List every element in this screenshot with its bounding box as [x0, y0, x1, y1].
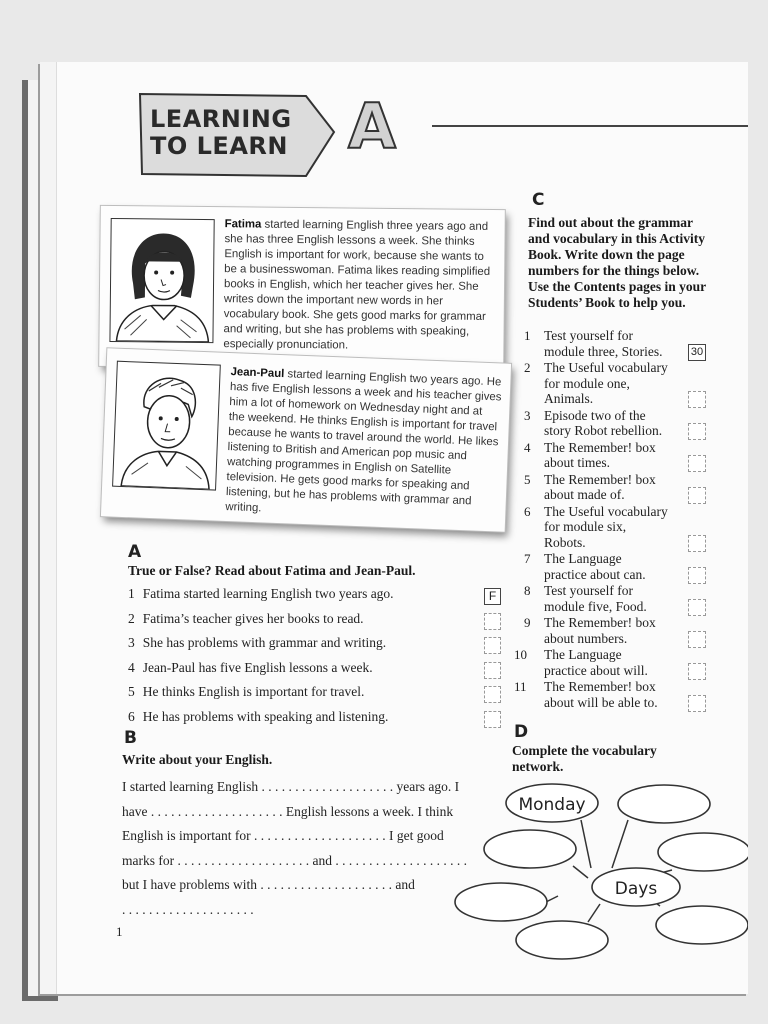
item-text-line: practice about can. — [544, 566, 646, 582]
section-b-instruction: Write about your English. — [122, 752, 273, 767]
item-number: 1 — [128, 586, 135, 601]
page-number-box[interactable] — [688, 423, 706, 440]
profile-description: started learning English two years ago. He has five English lessons a week and his teacher gives him a lot of homework on Wednesday night and at the weekend. He thinks English is important for travel because he wants to travel around the world. He likes listening to British and American pop music and watching programmes in English on Satellite television. He gets good marks for speaking and listening, but he has problems with grammar and writing. — [225, 368, 502, 515]
profile-text-jean-paul — [225, 365, 503, 525]
lookup-item — [544, 472, 684, 503]
page-number: 1 — [116, 924, 123, 939]
portrait-fatima — [109, 218, 214, 343]
item-text: Jean-Paul has five English lessons a week. — [142, 659, 373, 675]
unit-title-banner — [138, 92, 334, 174]
item-text: He thinks English is important for travel. — [142, 684, 365, 699]
item-text-line: Episode two of the — [544, 407, 646, 423]
item-text-line: Robots. — [544, 534, 586, 550]
profile-name: Jean-Paul — [230, 366, 285, 381]
title-line-1: LEARNING — [150, 105, 292, 133]
answer-box[interactable] — [484, 686, 501, 703]
item-text: He has problems with speaking and listening. — [142, 708, 389, 724]
network-node-empty-3 — [658, 833, 748, 871]
item-text-line: module five, Food. — [544, 598, 647, 614]
item-number: 3 — [128, 635, 135, 650]
page-number-box[interactable] — [688, 663, 706, 680]
write-line[interactable]: marks for . . . . . . . . . . . . . . . . . . . . and . . . . . . . . . . . . . . . . . . . . — [122, 852, 467, 868]
section-b-letter: B — [124, 728, 137, 748]
item-number: 1 — [524, 328, 531, 343]
unit-title — [150, 106, 292, 160]
item-text-line: for module six, — [544, 519, 627, 534]
network-node-empty-5 — [656, 906, 748, 944]
profile-card-fatima — [99, 206, 505, 370]
lookup-item — [544, 615, 684, 646]
true-false-item — [128, 684, 508, 700]
item-number: 2 — [128, 610, 135, 626]
item-text-line: The Remember! box — [544, 679, 656, 694]
item-text-line: The Useful vocabulary — [544, 360, 668, 375]
answer-box[interactable] — [484, 711, 501, 728]
write-line[interactable]: have . . . . . . . . . . . . . . . . . . . . English lessons a week. I think — [122, 803, 454, 819]
lookup-item — [544, 504, 684, 551]
activity-book-page — [40, 62, 748, 994]
item-text-line: for module one, — [544, 375, 630, 391]
item-text-line: Animals. — [544, 391, 594, 406]
answer-box[interactable]: F — [484, 588, 501, 605]
item-number: 8 — [524, 583, 531, 598]
answer-box[interactable] — [484, 613, 501, 630]
item-text-line: The Remember! box — [544, 615, 656, 630]
write-line[interactable]: English is important for . . . . . . . . . . . . . . . . . . . . I get good — [122, 828, 444, 843]
unit-letter: A — [348, 90, 396, 163]
section-a-letter: A — [128, 542, 142, 562]
page-number-box[interactable] — [688, 631, 706, 648]
item-text: She has problems with grammar and writing. — [142, 635, 387, 650]
item-text-line: about numbers. — [544, 630, 628, 646]
girl-portrait-icon — [110, 219, 213, 342]
profile-text-fatima — [223, 217, 496, 355]
section-c-instruction: Find out about the grammar and vocabulary in this Activity Book. Write down the page numbers for the things below. Use the Contents pages in your Students’ Book to help you. — [528, 215, 706, 310]
lookup-item — [544, 408, 684, 439]
network-node-empty-1 — [618, 785, 710, 823]
section-d-letter: D — [514, 722, 529, 742]
answer-box[interactable] — [484, 662, 501, 679]
page-fold-edge — [40, 62, 57, 994]
item-text: Fatima started learning English two years ago. — [142, 586, 394, 601]
item-number: 10 — [514, 647, 527, 662]
profile-description: started learning English three years ago and she has three English lessons a week. She thinks English is important for work, because she wants to be a businesswoman. Fatima likes reading simplified books in English, which her teacher gives her. She writes down the important new words in her vocabulary book. She gets good marks for grammar and writing, but she has problems with speaking, especially pronunciation. — [223, 218, 491, 352]
item-text-line: about will be able to. — [544, 694, 658, 710]
section-c-letter: C — [532, 190, 545, 210]
item-text-line: story Robot rebellion. — [544, 423, 663, 438]
write-line[interactable]: . . . . . . . . . . . . . . . . . . . . — [122, 901, 254, 917]
page-number-box[interactable] — [688, 567, 706, 584]
network-node-empty-4 — [455, 883, 547, 921]
item-number: 5 — [524, 471, 531, 487]
item-text-line: module three, Stories. — [544, 343, 663, 359]
item-number: 3 — [524, 407, 531, 423]
item-number: 4 — [128, 659, 135, 675]
lookup-item — [544, 440, 684, 471]
section-a-instruction: True or False? Read about Fatima and Jean-Paul. — [128, 563, 416, 578]
true-false-item — [128, 635, 508, 651]
item-text-line: The Remember! box — [544, 439, 656, 455]
item-number: 6 — [524, 503, 531, 519]
page-number-box[interactable] — [688, 455, 706, 472]
boy-portrait-icon — [113, 362, 220, 490]
profile-name: Fatima — [224, 218, 262, 231]
lookup-item — [544, 551, 684, 582]
item-text-line: about made of. — [544, 487, 625, 502]
lookup-item — [544, 679, 684, 710]
answer-box[interactable] — [484, 637, 501, 654]
item-text-line: The Remember! box — [544, 471, 656, 487]
true-false-item — [128, 611, 508, 627]
page-number-box[interactable] — [688, 599, 706, 616]
page-number-box[interactable] — [688, 487, 706, 504]
item-number: 7 — [524, 551, 531, 566]
section-d-instruction: Complete the vocabulary network. — [512, 743, 657, 774]
item-number: 2 — [524, 360, 531, 375]
network-center-word: Days — [614, 879, 658, 899]
item-text: Fatima’s teacher gives her books to read. — [142, 610, 364, 626]
network-example-word: Monday — [518, 795, 586, 815]
item-text-line: The Language — [544, 551, 622, 566]
item-number: 6 — [128, 708, 135, 724]
page-number-box[interactable] — [688, 695, 706, 712]
true-false-item — [128, 586, 508, 602]
true-false-item — [128, 660, 508, 676]
page-number-box[interactable]: 30 — [688, 344, 706, 361]
write-line[interactable]: I started learning English . . . . . . . . . . . . . . . . . . . . years ago. I — [122, 779, 460, 794]
network-node-empty-6 — [516, 921, 608, 959]
true-false-item — [128, 709, 508, 725]
page-number-box[interactable] — [688, 391, 706, 408]
item-number: 4 — [524, 439, 531, 455]
title-line-2: TO LEARN — [150, 132, 288, 160]
item-number: 11 — [514, 679, 527, 694]
page-number-box[interactable] — [688, 535, 706, 552]
lookup-item — [544, 583, 684, 614]
portrait-jean-paul — [112, 361, 221, 491]
lookup-item — [544, 360, 684, 407]
item-text-line: The Useful vocabulary — [544, 503, 668, 519]
item-text-line: practice about will. — [544, 662, 648, 678]
profile-card-jean-paul — [101, 348, 511, 531]
title-rule — [432, 125, 748, 127]
lookup-item — [544, 328, 684, 359]
item-text-line: Test yourself for — [544, 328, 634, 343]
item-number: 5 — [128, 684, 135, 699]
item-number: 9 — [524, 615, 531, 630]
vocabulary-network — [450, 780, 748, 990]
item-text-line: Test yourself for — [544, 583, 634, 598]
network-node-empty-2 — [484, 830, 576, 868]
write-line[interactable]: but I have problems with . . . . . . . . . . . . . . . . . . . . and — [122, 877, 415, 892]
item-text-line: The Language — [544, 647, 622, 662]
lookup-item — [544, 647, 684, 678]
item-text-line: about times. — [544, 455, 610, 470]
